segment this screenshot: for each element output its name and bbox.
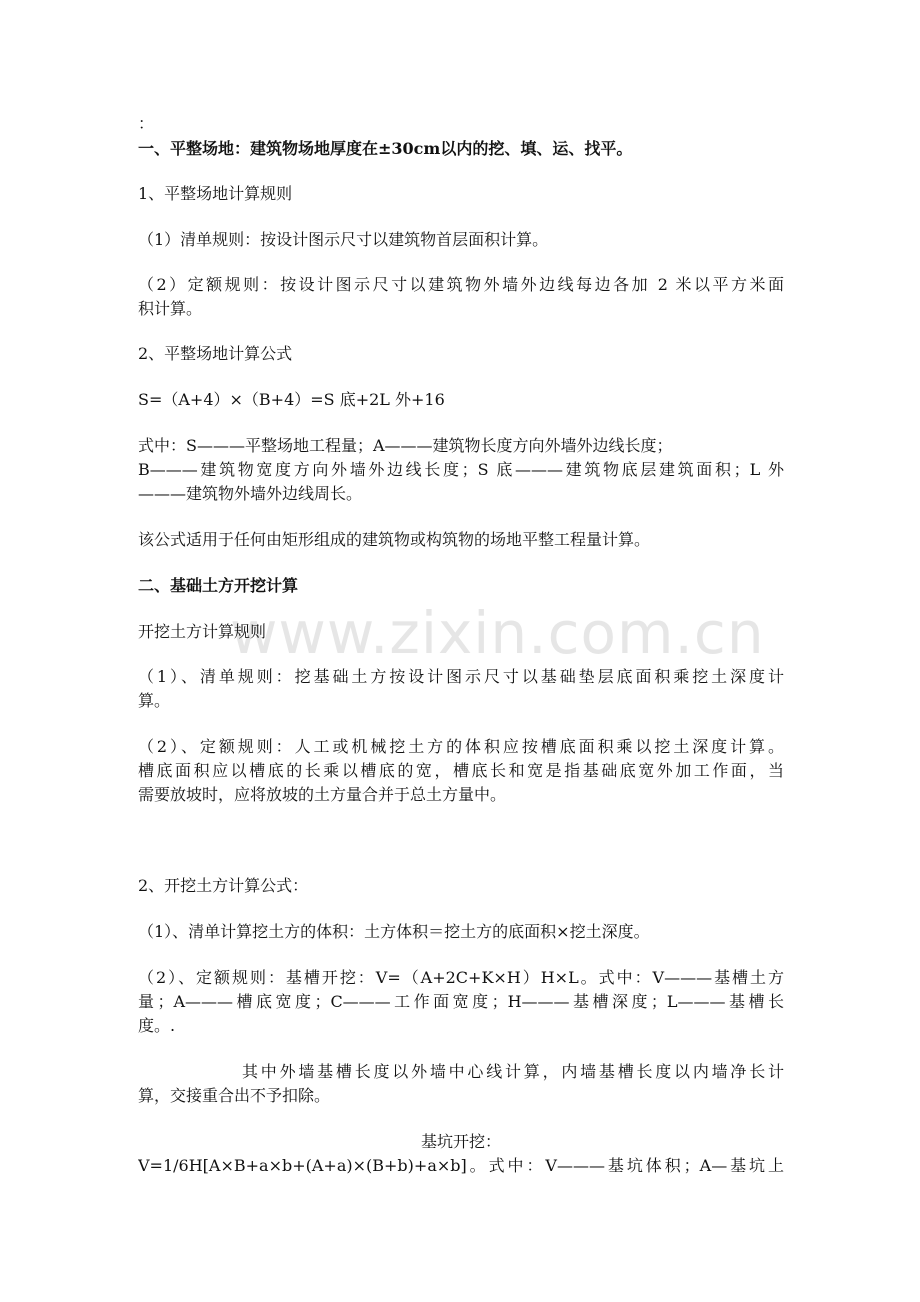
subheading-leveling-formula: 2、平整场地计算公式 <box>138 344 293 363</box>
formula-trench-line3: 度。. <box>138 1016 176 1035</box>
leading-colon: ： <box>138 114 155 133</box>
rule-quota-leveling-line2: 积计算。 <box>138 299 203 318</box>
rule-list-leveling: （1）清单规则：按设计图示尺寸以建筑物首层面积计算。 <box>138 230 549 249</box>
paragraph-trench-length-line1: 其中外墙基槽长度以外墙中心线计算，内墙基槽长度以内墙净长计 <box>242 1062 784 1081</box>
subheading-leveling-rules: 1、平整场地计算规则 <box>138 184 293 203</box>
formula-list-volume: （1）、清单计算挖土方的体积：土方体积＝挖土方的底面积×挖土深度。 <box>138 922 650 941</box>
paragraph-trench-length-line2: 算，交接重合出不予扣除。 <box>138 1086 331 1105</box>
rule-quota-leveling-line1: （2）定额规则：按设计图示尺寸以建筑物外墙外边线每边各加 2 米以平方米面 <box>138 275 784 294</box>
rule-list-excavation-line2: 算。 <box>138 691 171 710</box>
subheading-excavation-formula: 2、开挖土方计算公式： <box>138 876 309 895</box>
paragraph-applicability: 该公式适用于任何由矩形组成的建筑物或构筑物的场地平整工程量计算。 <box>138 530 651 549</box>
rule-quota-excavation-line1: （2）、定额规则：人工或机械挖土方的体积应按槽底面积乘以挖土深度计算。 <box>138 737 784 756</box>
rule-list-excavation-line1: （1）、清单规则：挖基础土方按设计图示尺寸以基础垫层底面积乘挖土深度计 <box>138 667 784 686</box>
formula-legend-line2: B———建筑物宽度方向外墙外边线长度；S 底———建筑物底层建筑面积；L 外 <box>138 460 784 479</box>
watermark: www.zixin.com.cn <box>230 599 765 667</box>
formula-legend-line1: 式中：S———平整场地工程量；A———建筑物长度方向外墙外边线长度； <box>138 436 673 455</box>
subheading-excavation-rules: 开挖土方计算规则 <box>138 622 267 641</box>
formula-leveling: S=（A+4）×（B+4）=S 底+2L 外+16 <box>138 390 445 409</box>
rule-quota-excavation-line2: 槽底面积应以槽底的长乘以槽底的宽，槽底长和宽是指基础底宽外加工作面，当 <box>138 761 784 780</box>
document-page <box>138 0 784 1302</box>
heading-site-leveling: 一、平整场地：建筑物场地厚度在±30cm以内的挖、填、运、找平。 <box>138 139 633 158</box>
heading-pit-excavation: 基坑开挖： <box>420 1132 501 1151</box>
formula-trench-line2: 量；A———槽底宽度；C———工作面宽度；H———基槽深度；L———基槽长 <box>138 992 784 1011</box>
rule-quota-excavation-line3: 需要放坡时，应将放坡的土方量合并于总土方量中。 <box>138 785 507 804</box>
formula-pit: V=1/6H[A×B+a×b+(A+a)×(B+b)+a×b]。式中：V———基坑体积；A—基坑上 <box>138 1156 784 1175</box>
heading-foundation-excavation: 二、基础土方开挖计算 <box>138 576 299 595</box>
formula-legend-line3: ———建筑物外墙外边线周长。 <box>138 484 363 503</box>
formula-trench-line1: （2）、定额规则：基槽开挖：V=（A+2C+K×H）H×L。式中：V———基槽土方 <box>138 968 784 987</box>
